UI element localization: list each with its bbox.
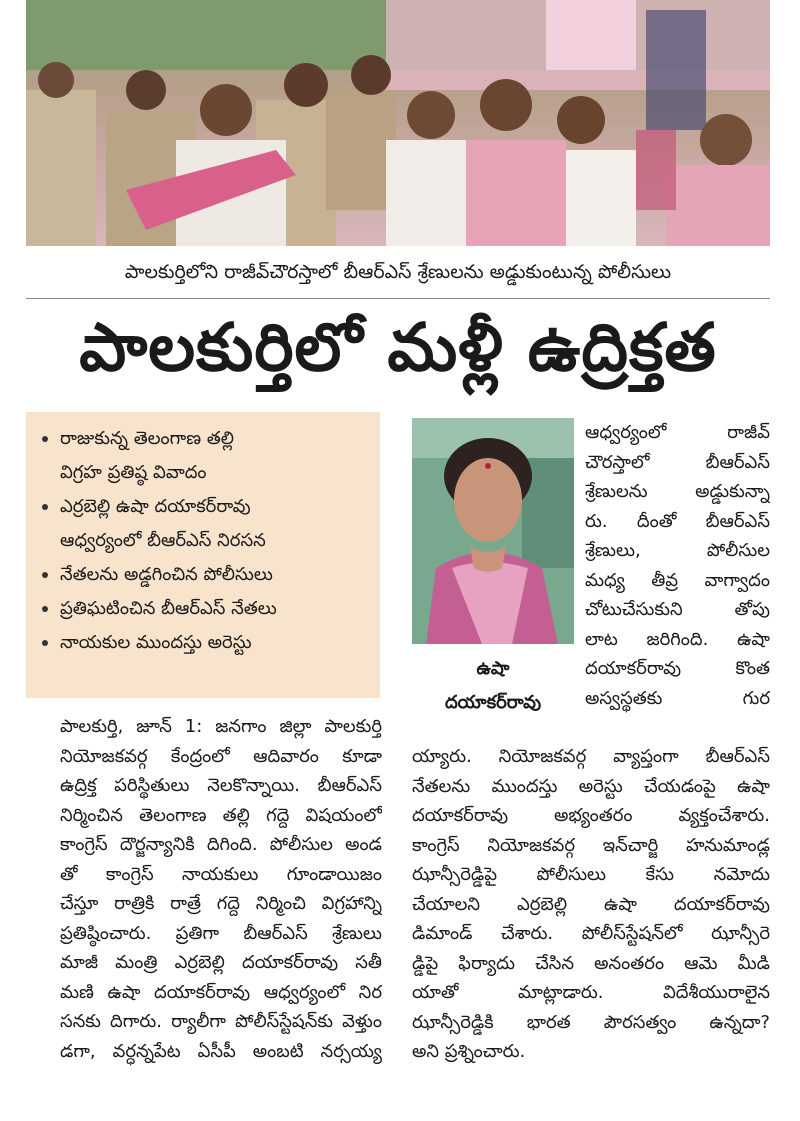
highlight-line: ప్రతిఘటించిన బీఆర్‌ఎస్ నేతలు: [60, 598, 277, 619]
body-line: మాజీ మంత్రి ఎర్రబెల్లి దయాకర్‌రావు సతీ: [60, 952, 382, 973]
bullet-dot-icon: [42, 504, 48, 510]
article-body-column-left: [60, 712, 382, 1066]
body-line: ఆధ్వర్యంలో రాజీవ్: [585, 422, 770, 443]
person-portrait-icon: [412, 418, 574, 644]
body-line: నేతలను ముందస్తు అరెస్టు చేయడంపై ఉషా: [412, 775, 770, 797]
body-line: నిర్మించిన తెలంగాణ తల్లి గద్దె విషయంలో: [60, 804, 382, 826]
article-body-column-right-bottom: [412, 742, 770, 1067]
highlights-box: [26, 412, 380, 698]
body-line: మధ్య తీవ్ర వాగ్వాదం: [585, 569, 770, 591]
body-line: డ్డిపై ఫిర్యాదు చేసిన అనంతరం ఆమె మీడి: [412, 952, 770, 974]
body-line: అస్వస్థతకు గుర: [585, 687, 770, 709]
highlight-line: ఆధ్వర్యంలో బీఆర్‌ఎస్ నిరసన: [60, 530, 266, 551]
portrait-photo: [412, 418, 574, 644]
body-line: ఝాన్సీరెడ్డిపై పోలీసులు కేసు నమోదు: [412, 864, 770, 885]
highlight-line: రాజుకున్న తెలంగాణ తల్లి: [60, 428, 235, 449]
news-photo-protest: [26, 0, 770, 246]
body-line: ఝాన్సీరెడ్డికి భారత పౌరసత్వం ఉన్నదా?: [412, 1011, 770, 1033]
body-line: డిమాండ్ చేశారు. పోలీస్‌స్టేషన్‌లో ఝాన్సీరె: [412, 923, 770, 944]
article-body-column-right-top: [585, 418, 770, 713]
highlight-line: ఎర్రబెల్లి ఉషా దయాకర్‌రావు: [60, 496, 251, 517]
body-line: యాతో మాట్లాడారు. విదేశీయురాలైన: [412, 982, 770, 1003]
crowd-photo: [26, 0, 770, 246]
portrait-caption-line: ఉషా: [476, 658, 510, 679]
body-line: దయాకర్‌రావు కొంత: [585, 658, 770, 679]
highlight-item: [40, 626, 372, 660]
headline: పాలకుర్తిలో మళ్లీ ఉద్రిక్తత: [79, 309, 717, 386]
body-line: మణి ఉషా దయాకర్‌రావు ఆధ్వర్యంలో నిర: [60, 981, 382, 1003]
body-line: దయాకర్‌రావు అభ్యంతరం వ్యక్తంచేశారు.: [412, 805, 770, 826]
body-line: డగా, వర్ధన్నపేట ఏసీపీ అంబటి నర్సయ్య: [60, 1040, 382, 1062]
body-line: పాలకుర్తి, జూన్ 1: జనగాం జిల్లా పాలకుర్తి: [60, 716, 382, 737]
body-line: చేయాలని ఎర్రబెల్లి ఉషా దయాకర్‌రావు: [412, 893, 770, 915]
highlight-line: నాయకుల ముందస్తు అరెస్టు: [60, 632, 252, 653]
body-line: అని ప్రశ్నించారు.: [412, 1041, 526, 1062]
body-line: రు. దీంతో బీఆర్‌ఎస్: [585, 510, 770, 532]
body-line: లాట జరిగింది. ఉషా: [585, 628, 770, 650]
divider: [26, 298, 770, 299]
highlight-item: [40, 592, 372, 626]
portrait-caption: [412, 652, 574, 720]
body-line: చేస్తూ రాత్రికి రాత్రే గద్దె నిర్మించి విగ్రహాన్ని: [60, 893, 382, 914]
bullet-dot-icon: [42, 606, 48, 612]
bullet-dot-icon: [42, 640, 48, 646]
body-line: కాంగ్రెస్ దౌర్జన్యానికి దిగింది. పోలీసుల అండ: [60, 834, 382, 855]
body-line: చోటుచేసుకుని తోపు: [585, 599, 770, 620]
body-line: ప్రతిష్ఠించారు. ప్రతిగా బీఆర్‌ఎస్ శ్రేణులు: [60, 922, 382, 944]
body-line: చౌరస్తాలో బీఆర్‌ఎస్: [585, 451, 770, 473]
body-line: సనకు దిగారు. ర్యాలీగా పోలీస్‌స్టేషన్‌కు వెళ్తుం: [60, 1011, 382, 1032]
body-line: య్యారు. నియోజకవర్గ వ్యాప్తంగా బీఆర్‌ఎస్: [412, 746, 770, 767]
body-line: కాంగ్రెస్ నియోజకవర్గ ఇన్‌చార్జి హనుమాండ్ల: [412, 834, 770, 856]
bullet-dot-icon: [42, 572, 48, 578]
bullet-dot-icon: [42, 436, 48, 442]
body-line: శ్రేణులు, పోలీసుల: [585, 540, 770, 561]
highlight-line: విగ్రహ ప్రతిష్ఠ వివాదం: [60, 462, 207, 483]
portrait-caption-line: దయాకర్‌రావు: [444, 692, 542, 713]
highlight-item: [40, 558, 372, 592]
body-line: తో కాంగ్రెస్ నాయకులు గూండాయిజం: [60, 863, 382, 885]
highlight-item: [40, 490, 372, 558]
photo-caption: పాలకుర్తిలోని రాజీవ్‌చౌరస్తాలో బీఆర్‌ఎస్ శ్రేణులను అడ్డుకుంటున్న పోలీసులు: [124, 261, 672, 283]
body-line: నియోజకవర్గ కేంద్రంలో ఆదివారం కూడా: [60, 745, 382, 767]
body-line: ఉద్రిక్త పరిస్థితులు నెలకొన్నాయి. బీఆర్‌ఎస్: [60, 775, 382, 796]
highlight-item: [40, 422, 372, 490]
highlight-line: నేతలను అడ్డగించిన పోలీసులు: [60, 564, 273, 585]
body-line: శ్రేణులను అడ్డుకున్నా: [585, 481, 770, 502]
